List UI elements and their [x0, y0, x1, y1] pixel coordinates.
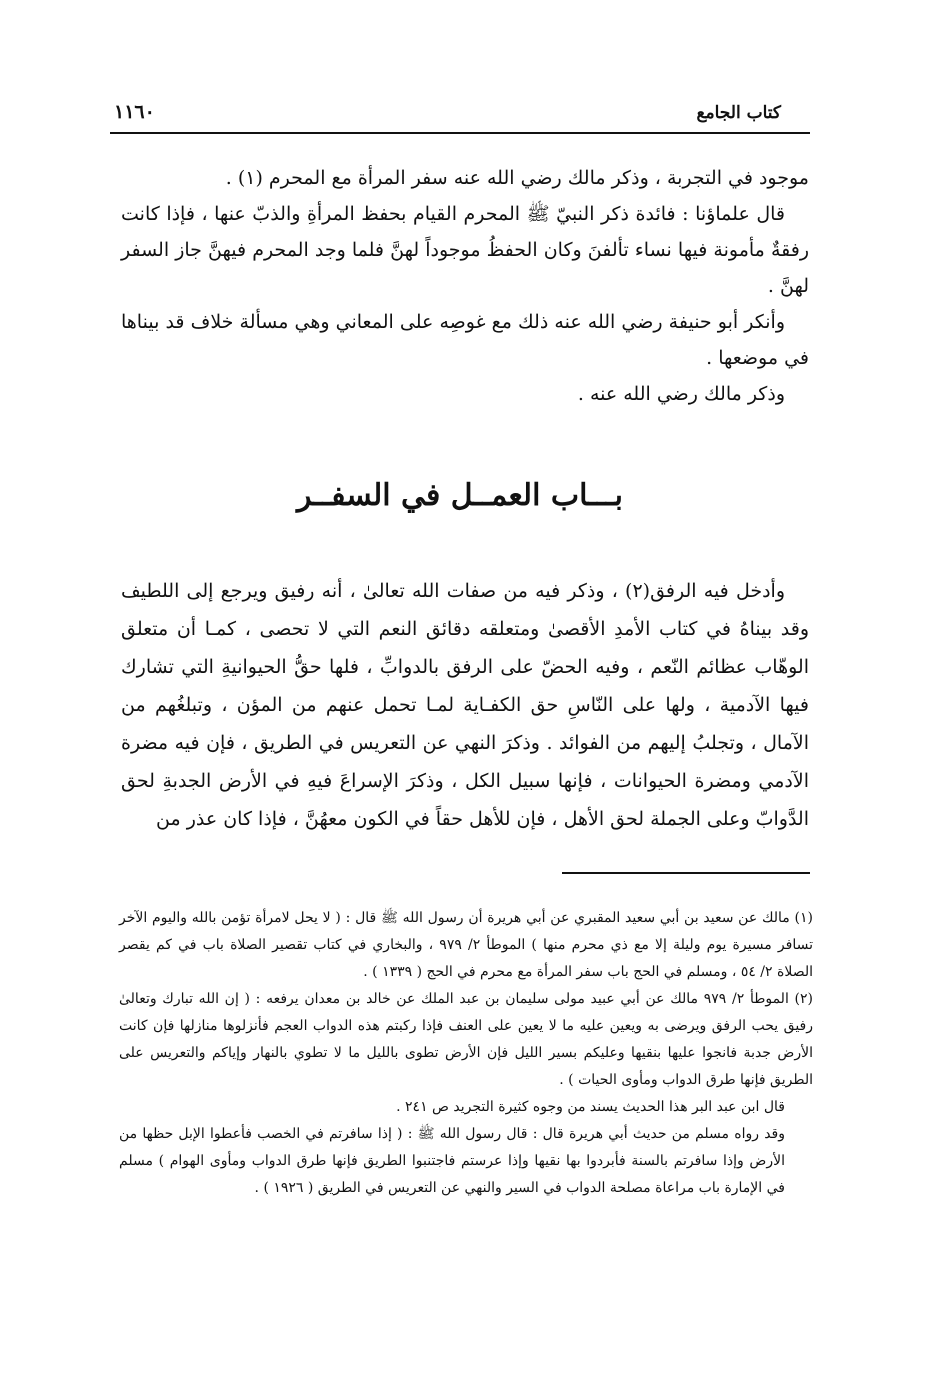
paragraph: وأدخل فيه الرفق(٢) ، وذكر فيه من صفات الله تعالىٰ ، أنه رفيق ويرجع إلى اللطيف وقد بيناهُ في كتاب الأمدِ الأقصىٰ ومتعلقه دقائق النعم التي لا تحصى ، كمـا أن متعلق الوهّاب عظائم النّعم ، وفيه الحضّ على الرفق بالدوابِّ ، فلها حقُّ الحيوانيةِ التي تشارك فيها الآدمية ، ولها على النّاسِ حق الكفـاية لمـا تحمل عنهم من المؤن ، وتبلغُهم من الآمال ، وتجلبُ إليهم من الفوائد . وذكرَ النهي عن التعريس في الطريق ، فإن فيه مضرة الآدمي ومضرة الحيوانات ، فإنها سبيل الكل ، وذكرَ الإسراعَ فيهِ في الأرض الجدبةِ لحق الدَّوابّ وعلى الجملة لحق الأهل ، فإن للأهل حقاً في الكون معهُنَّ ، فإذا كان عذر من: [121, 580, 809, 830]
header-rule: [110, 132, 810, 134]
footnote-2-continuation: قال ابن عبد البر هذا الحديث يسند من وجوه كثيرة التجريد ص ٢٤١ .: [396, 1099, 785, 1115]
paragraph: قال علماؤنا : فائدة ذكر النبيّ ﷺ المحرم القيام بحفظ المرأةِ والذبّ عنها ، فإذا كانت رفقةٌ مأمونة فيها نساء تألفنَ وكان الحفظُ موجوداً لهنَّ فلما وجد المحرم فيهنَّ جاز السفر لهنَّ .: [121, 203, 809, 297]
paragraph: وذكر مالك رضي الله عنه .: [577, 383, 785, 405]
footnote-2: (٢) الموطأ ٢/ ٩٧٩ مالك عن أبي عبيد مولى سليمان بن عبد الملك عن خالد بن معدان يرفعه : ( إن الله تبارك وتعالىٰ رفيق يحب الرفق ويرضى به ويعين عليه ما لا يعين على العنف فإذا ركبتم هذه الدواب العجم فأنزلوها منازلها فإن كانت الأرض جدبة فانجوا عليها بنقيها وعليكم بسير الليل فإن الأرض تطوى بالليل ما لا تطوي بالنهار وإياكم والتعريس على الطريق فإنها طرق الدواب ومأوى الحيات ) .: [119, 991, 813, 1088]
page-number: ١١٦٠: [114, 101, 155, 123]
top-text: [121, 160, 809, 412]
paragraph: موجود في التجربة ، وذكر مالك رضي الله عنه سفر المرأة مع المحرم (١) .: [225, 167, 809, 189]
footnote-1: (١) مالك عن سعيد بن أبي سعيد المقبري عن أبي هريرة أن رسول الله ﷺ قال : ( لا يحل لامرأة تؤمن بالله واليوم الآخر تسافر مسيرة يوم وليلة إلا مع ذي محرم منها ) الموطأ ٢/ ٩٧٩ ، والبخاري في كتاب تقصير الصلاة باب في كم يقصر الصلاة ٢/ ٥٤ ، ومسلم في الحج باب سفر المرأة مع محرم في الحج ( ١٣٣٩ ) .: [119, 910, 813, 980]
footnotes: [119, 905, 813, 1202]
running-title: كتاب الجامع: [696, 103, 781, 123]
section-text: [121, 572, 809, 838]
paragraph: وأنكر أبو حنيفة رضي الله عنه ذلك مع غوصِه على المعاني وهي مسألة خلاف قد بيناها في موضعها .: [121, 311, 809, 369]
footnote-rule: [562, 872, 810, 874]
footnote-2-continuation: وقد رواه مسلم من حديث أبي هريرة قال : قال رسول الله ﷺ : ( إذا سافرتم في الخصب فأعطوا الإبل حظها من الأرض وإذا سافرتم بالسنة فأبردوا بها نقيها وإذا عرستم فاجتنبوا الطريق فإنها طرق الدواب ومأوى الهوام ) مسلم في الإمارة باب مراعاة مصلحة الدواب في السير والنهي عن التعريس في الطريق ( ١٩٢٦ ) .: [119, 1126, 785, 1196]
section-heading: بـــاب العمــل في السفــر: [297, 478, 623, 513]
